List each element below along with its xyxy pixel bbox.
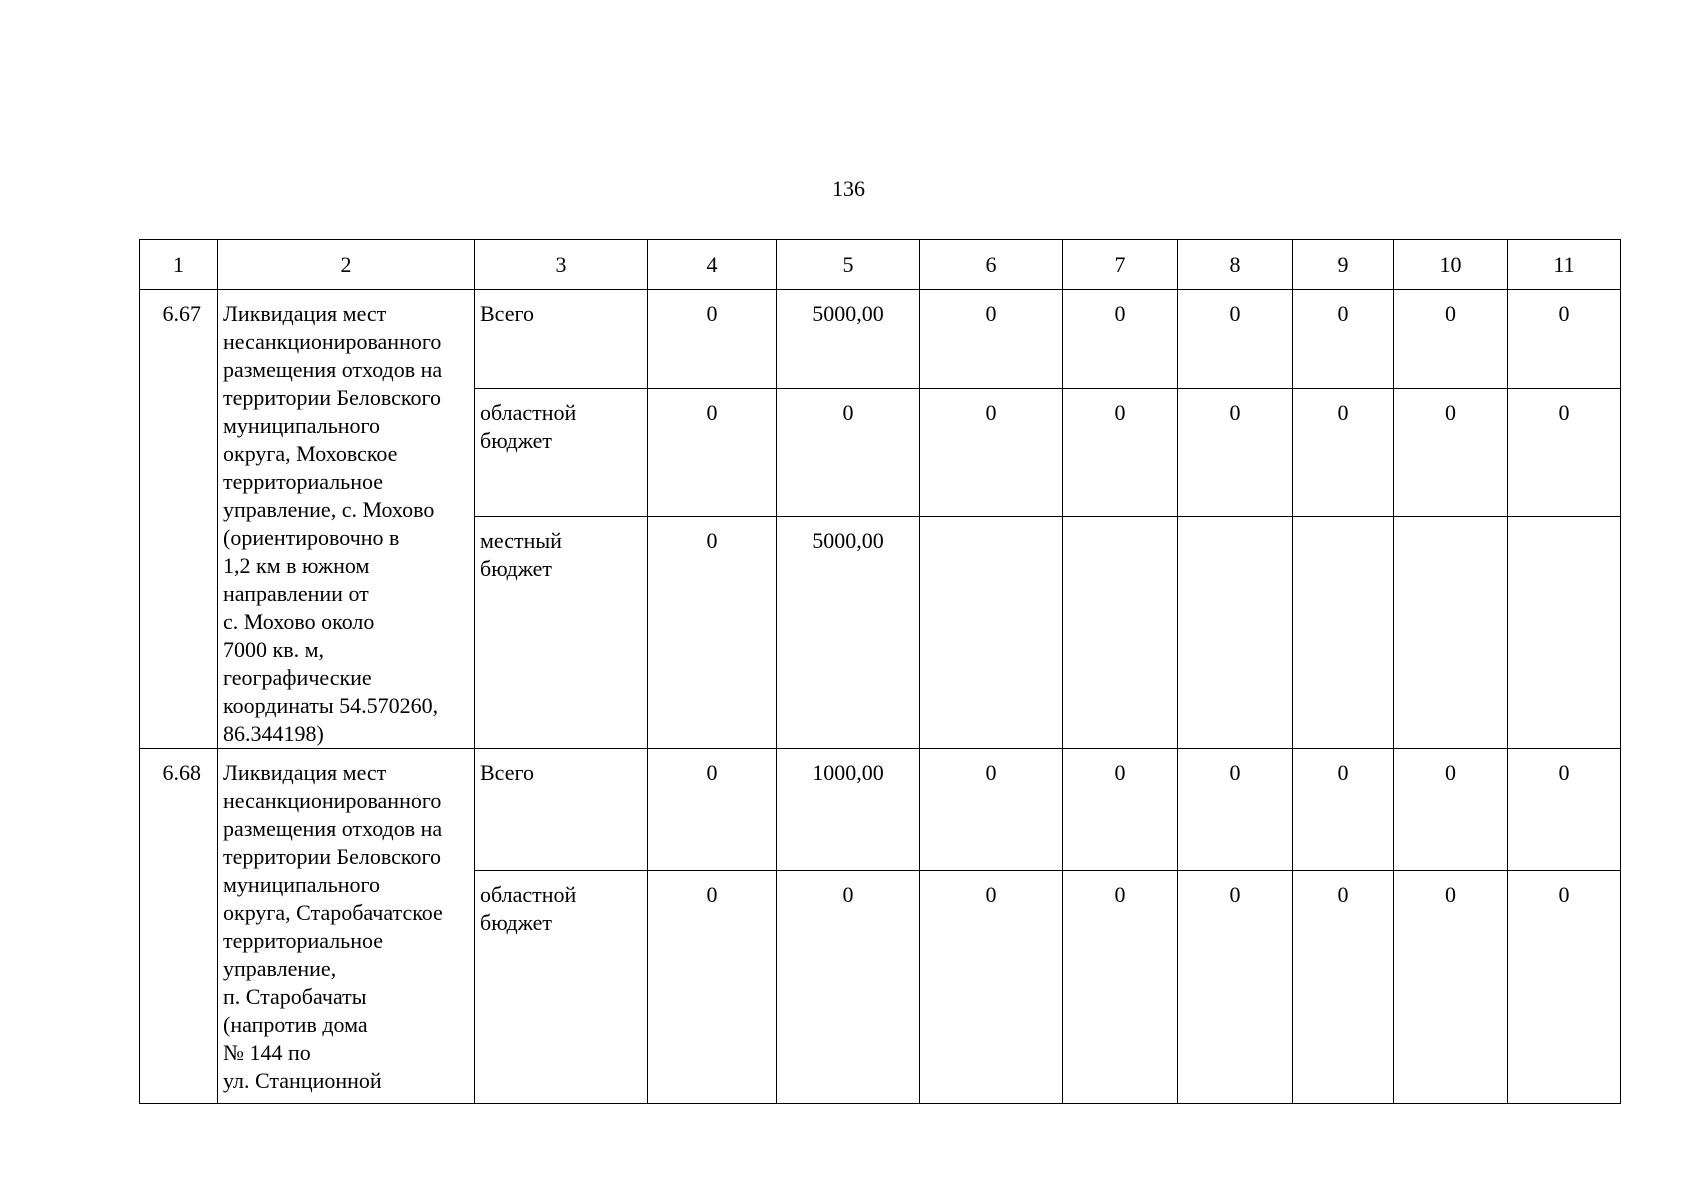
funding-source: Всего xyxy=(475,290,648,389)
column-header: 5 xyxy=(777,240,920,290)
description-text: Ликвидация мест несанкционированного размещения отходов на территории Беловского муниципального округа, Старобачатское территориальное управление, п. Старобачаты (напротив дома № 144 по ул. Станционной xyxy=(223,760,443,1093)
row-index: 6.67 xyxy=(140,290,218,749)
value-cell: 0 xyxy=(1063,388,1178,516)
row-description xyxy=(218,290,475,749)
row-description xyxy=(218,749,475,1104)
value-cell: 0 xyxy=(777,871,920,1104)
value-cell: 0 xyxy=(1508,290,1621,389)
value-cell: 0 xyxy=(1178,749,1293,871)
value-cell xyxy=(920,516,1063,748)
value-cell: 0 xyxy=(1178,388,1293,516)
value-cell: 0 xyxy=(648,749,777,871)
value-cell: 0 xyxy=(920,871,1063,1104)
page-number: 136 xyxy=(832,176,865,201)
column-header: 9 xyxy=(1293,240,1394,290)
column-header: 8 xyxy=(1178,240,1293,290)
column-header: 4 xyxy=(648,240,777,290)
value-cell: 0 xyxy=(648,871,777,1104)
description-text: Ликвидация мест несанкционированного размещения отходов на территории Беловского муниципального округа, Моховское территориальное управление, с. Мохово (ориентировочно в 1,2 км в южном направлении от с. Мохово около 7000 кв. м, географические координаты 54.570260, 86.344198) xyxy=(223,301,443,746)
value-cell: 0 xyxy=(920,290,1063,389)
column-header: 10 xyxy=(1394,240,1508,290)
value-cell: 0 xyxy=(1394,290,1508,389)
value-cell: 0 xyxy=(1293,290,1394,389)
value-cell: 0 xyxy=(1508,388,1621,516)
value-cell xyxy=(1293,516,1394,748)
budget-table xyxy=(139,239,1621,1104)
value-cell xyxy=(1063,516,1178,748)
value-cell: 0 xyxy=(1293,871,1394,1104)
table-row xyxy=(140,749,1621,871)
value-cell: 0 xyxy=(1394,388,1508,516)
value-cell: 0 xyxy=(1063,749,1178,871)
value-cell: 0 xyxy=(1293,388,1394,516)
funding-source: местный бюджет xyxy=(475,516,648,748)
value-cell: 0 xyxy=(1293,749,1394,871)
value-cell: 0 xyxy=(1394,749,1508,871)
value-cell: 0 xyxy=(1178,871,1293,1104)
column-number-row xyxy=(140,240,1621,290)
value-cell: 0 xyxy=(777,388,920,516)
value-cell xyxy=(1178,516,1293,748)
value-cell: 0 xyxy=(1178,290,1293,389)
value-cell: 0 xyxy=(1063,290,1178,389)
value-cell: 0 xyxy=(1508,749,1621,871)
value-cell: 0 xyxy=(648,388,777,516)
value-cell: 5000,00 xyxy=(777,516,920,748)
column-header: 7 xyxy=(1063,240,1178,290)
value-cell: 0 xyxy=(648,516,777,748)
value-cell: 0 xyxy=(648,290,777,389)
column-header: 1 xyxy=(140,240,218,290)
value-cell: 0 xyxy=(1394,871,1508,1104)
value-cell: 5000,00 xyxy=(777,290,920,389)
column-header: 3 xyxy=(475,240,648,290)
value-cell: 0 xyxy=(920,749,1063,871)
column-header: 2 xyxy=(218,240,475,290)
row-index: 6.68 xyxy=(140,749,218,1104)
value-cell: 0 xyxy=(1063,871,1178,1104)
value-cell xyxy=(1508,516,1621,748)
value-cell xyxy=(1394,516,1508,748)
column-header: 11 xyxy=(1508,240,1621,290)
value-cell: 1000,00 xyxy=(777,749,920,871)
value-cell: 0 xyxy=(920,388,1063,516)
funding-source: областной бюджет xyxy=(475,388,648,516)
funding-source: областной бюджет xyxy=(475,871,648,1104)
column-header: 6 xyxy=(920,240,1063,290)
value-cell: 0 xyxy=(1508,871,1621,1104)
funding-source: Всего xyxy=(475,749,648,871)
table-row xyxy=(140,290,1621,389)
